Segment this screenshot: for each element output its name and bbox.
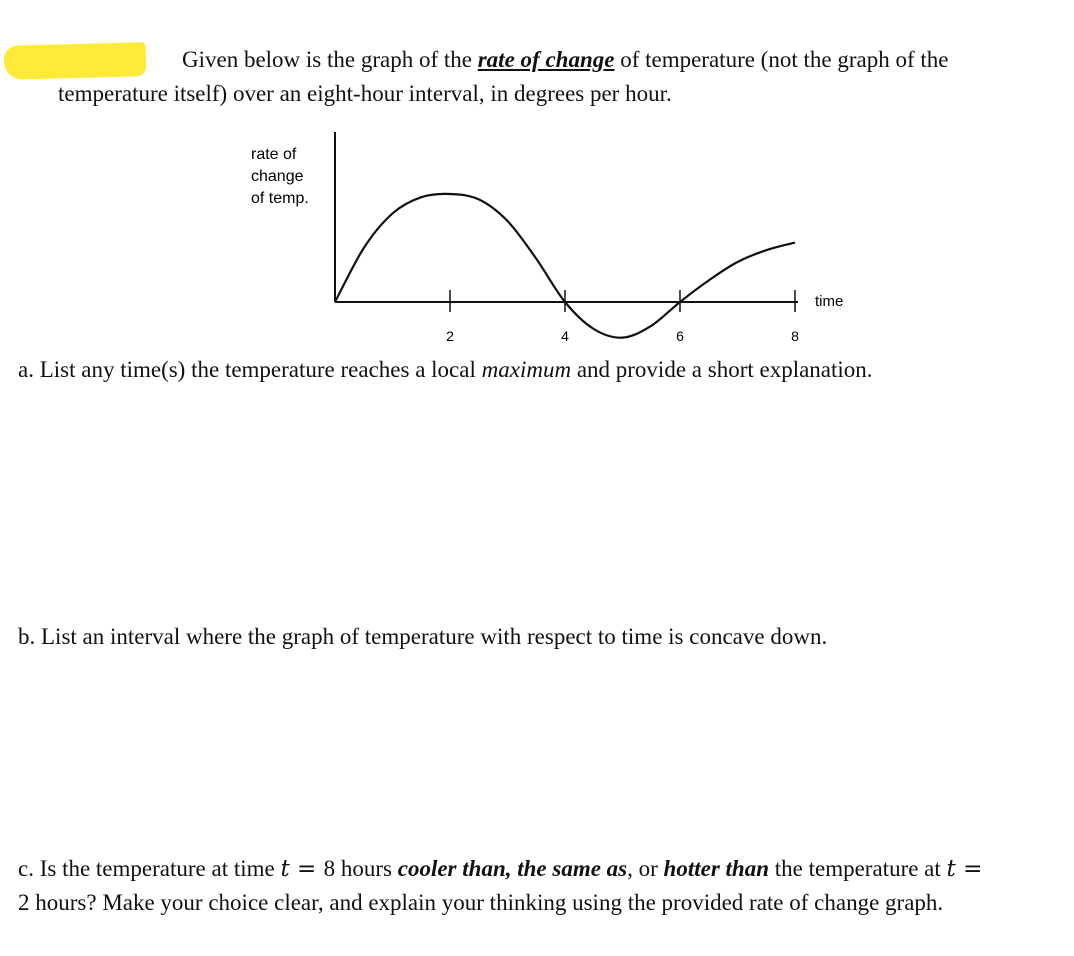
yellow-highlight-mark [4, 42, 147, 80]
rate-of-change-graph [0, 120, 1074, 352]
x-tick-label-6: 6 [676, 328, 684, 344]
x-tick-label-4: 4 [561, 328, 569, 344]
intro-line-2: temperature itself) over an eight-hour interval, in degrees per hour. [58, 81, 672, 106]
x-tick-label-8: 8 [791, 328, 799, 344]
y-axis-label-line-2: change [251, 168, 304, 185]
x-axis-label: time [815, 293, 844, 310]
question-c-line-1: c. Is the temperature at time t = 8 hours cooler than, the same as, or hotter than the temperature at t = [18, 856, 983, 882]
intro-line-1: Given below is the graph of the rate of change of temperature (not the graph of the [182, 47, 949, 72]
rate-of-change-emphasis: rate of change [477, 47, 615, 72]
y-axis-label-line-3: of temp. [251, 190, 309, 207]
y-axis-label-line-1: rate of [251, 146, 297, 163]
question-b: b. List an interval where the graph of temperature with respect to time is concave down. [18, 624, 828, 649]
rate-curve [335, 194, 795, 338]
x-tick-label-2: 2 [446, 328, 454, 344]
question-a: a. List any time(s) the temperature reaches a local maximum and provide a short explanation. [18, 357, 873, 382]
question-c-line-2: 2 hours? Make your choice clear, and explain your thinking using the provided rate of change graph. [18, 890, 944, 915]
